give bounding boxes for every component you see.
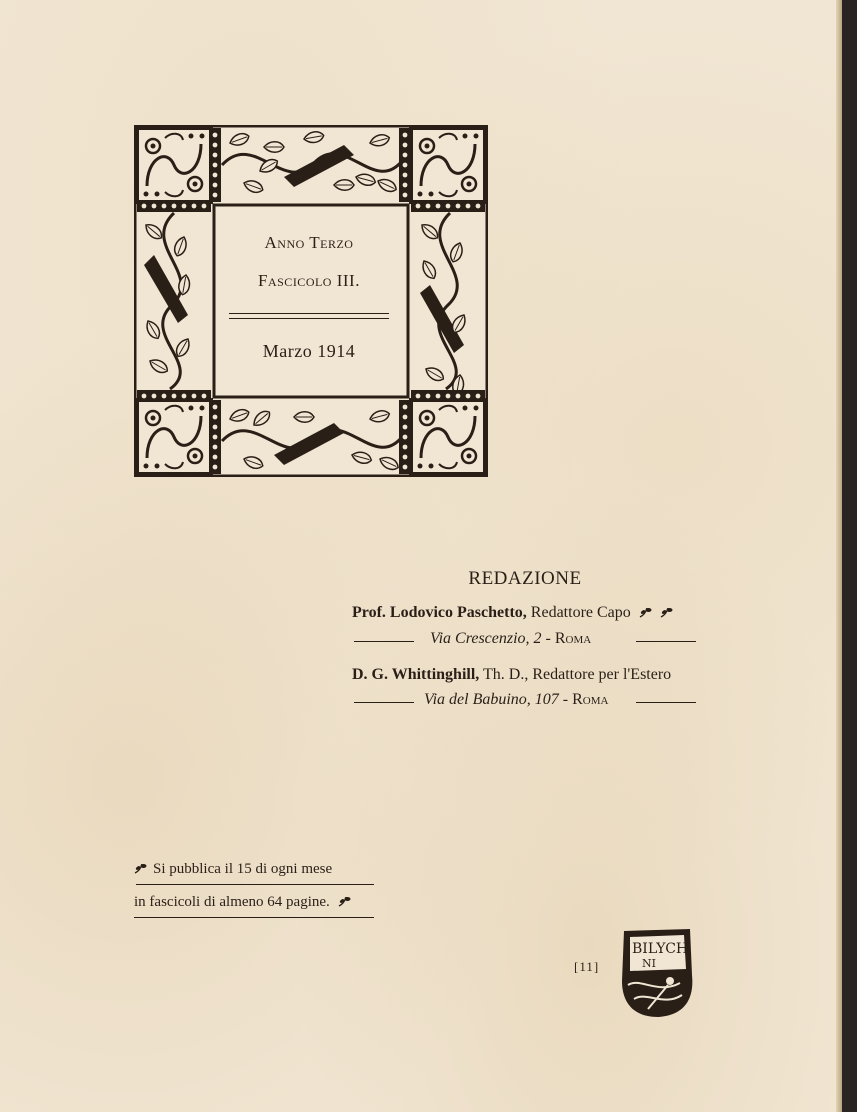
frame-inner-text <box>209 205 409 395</box>
publication-text-2: in fascicoli di almeno 64 pagine. <box>134 894 330 910</box>
anno-label: Anno Terzo <box>264 233 354 252</box>
editor2-city: Roma <box>572 691 609 708</box>
page-edge <box>836 0 842 1112</box>
publication-rule-2 <box>134 917 374 918</box>
ornamental-frame <box>134 125 488 477</box>
editor2-title: Th. D., <box>483 666 529 683</box>
frame-bottom-band <box>218 402 404 474</box>
flower-ornament-icon <box>338 896 351 907</box>
printers-mark-logo <box>618 925 696 1020</box>
editor1-street: Via Crescenzio, 2 - <box>430 630 551 647</box>
svg-text:BILYCH: BILYCH <box>632 941 689 957</box>
issue-date: Marzo 1914 <box>262 341 356 361</box>
editor1-name: Prof. Lodovico Paschetto, <box>352 604 527 621</box>
fascicolo-label: Fascicolo III. <box>258 271 360 290</box>
editor2-role: Redattore per l'Estero <box>532 666 672 683</box>
address-rule-right <box>636 641 696 642</box>
flower-ornament-icon <box>639 607 652 618</box>
editor1-role: Redattore Capo <box>530 604 631 621</box>
frame-top-band <box>218 128 404 200</box>
svg-text:NI: NI <box>642 957 656 970</box>
editor1-city: Roma <box>554 630 592 647</box>
publication-rule-1 <box>136 884 374 885</box>
address-rule-right <box>636 702 696 703</box>
publication-text-1: Si pubblica il 15 di ogni mese <box>153 861 333 877</box>
editor1-line <box>352 604 673 622</box>
editor1-address-text <box>430 630 591 648</box>
frame-left-band <box>137 211 209 391</box>
editor1-address <box>354 630 696 652</box>
frame-right-band <box>413 211 485 396</box>
redazione-heading: REDAZIONE <box>468 568 582 589</box>
double-rule <box>229 313 389 319</box>
editor2-name: D. G. Whittinghill, <box>352 666 480 683</box>
editor2-address <box>354 691 696 713</box>
address-rule-left <box>354 641 414 642</box>
publication-note <box>134 861 379 922</box>
editor2-address-text <box>424 691 608 709</box>
page-number: [11] <box>574 959 600 974</box>
editor2-line <box>352 666 671 684</box>
address-rule-left <box>354 702 414 703</box>
flower-ornament-icon <box>660 607 673 618</box>
editor2-street: Via del Babuino, 107 - <box>424 691 569 708</box>
flower-ornament-icon <box>134 863 147 874</box>
